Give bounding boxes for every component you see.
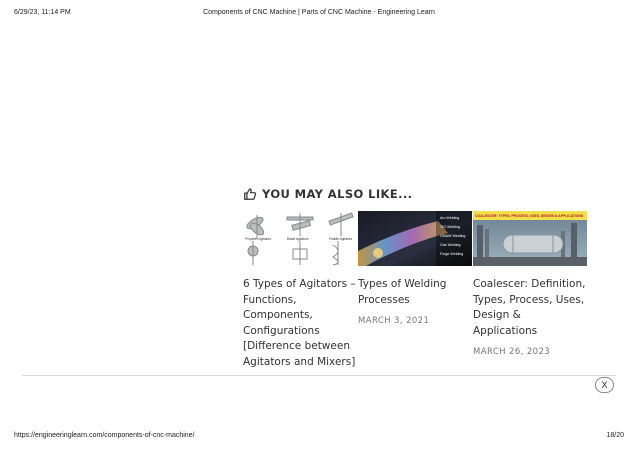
print-page-number: 18/20 <box>606 432 624 439</box>
related-post-date: MARCH 3, 2021 <box>358 316 430 326</box>
agitator-caption-propeller: Propeller Agitators <box>245 237 272 241</box>
welding-thumbnail[interactable] <box>358 211 472 266</box>
print-page-title: Components of CNC Machine | Parts of CNC Machine - Engineering Learn <box>203 9 435 16</box>
coalescer-banner-text: COALESCER: TYPES, PROCESS, USES, DESIGN & APPLICATIONS <box>475 214 584 219</box>
welding-label-gas: Gas Welding <box>440 243 461 247</box>
related-post-title[interactable]: Coalescer: Definition, Types, Process, Uses, Design & Applications <box>473 278 586 337</box>
related-posts-heading <box>243 185 412 203</box>
agitator-caption-paddle: Paddle Agitators <box>329 237 353 241</box>
print-footer <box>0 432 638 444</box>
related-post-date: MARCH 26, 2023 <box>473 347 551 357</box>
agitator-caption-blade: Blade Agitators <box>287 237 309 241</box>
close-button[interactable]: X <box>595 377 614 393</box>
coalescer-thumbnail[interactable] <box>473 211 587 266</box>
related-post-card[interactable] <box>243 211 357 370</box>
divider <box>22 375 616 376</box>
related-post-title[interactable]: 6 Types of Agitators – Functions, Components, Configurations [Difference between Agitators and Mixers] <box>243 278 356 368</box>
print-date: 6/29/23, 11:14 PM <box>14 9 71 16</box>
related-post-card[interactable] <box>473 211 587 357</box>
agitators-thumbnail[interactable] <box>243 211 357 266</box>
welding-label-tig: TIG Welding <box>440 225 460 229</box>
welding-label-gmaw: GMAW Welding <box>440 234 466 238</box>
welding-label-arc: Arc Welding <box>440 216 460 220</box>
related-post-card[interactable] <box>358 211 472 326</box>
thumbs-up-icon <box>243 187 257 201</box>
welding-label-forge: Forge Welding <box>440 252 464 256</box>
related-post-title[interactable]: Types of Welding Processes <box>358 278 447 306</box>
print-header <box>0 9 638 21</box>
related-heading-text: YOU MAY ALSO LIKE... <box>262 187 413 201</box>
print-url: https://engineeringlearn.com/components-of-cnc-machine/ <box>14 432 195 439</box>
